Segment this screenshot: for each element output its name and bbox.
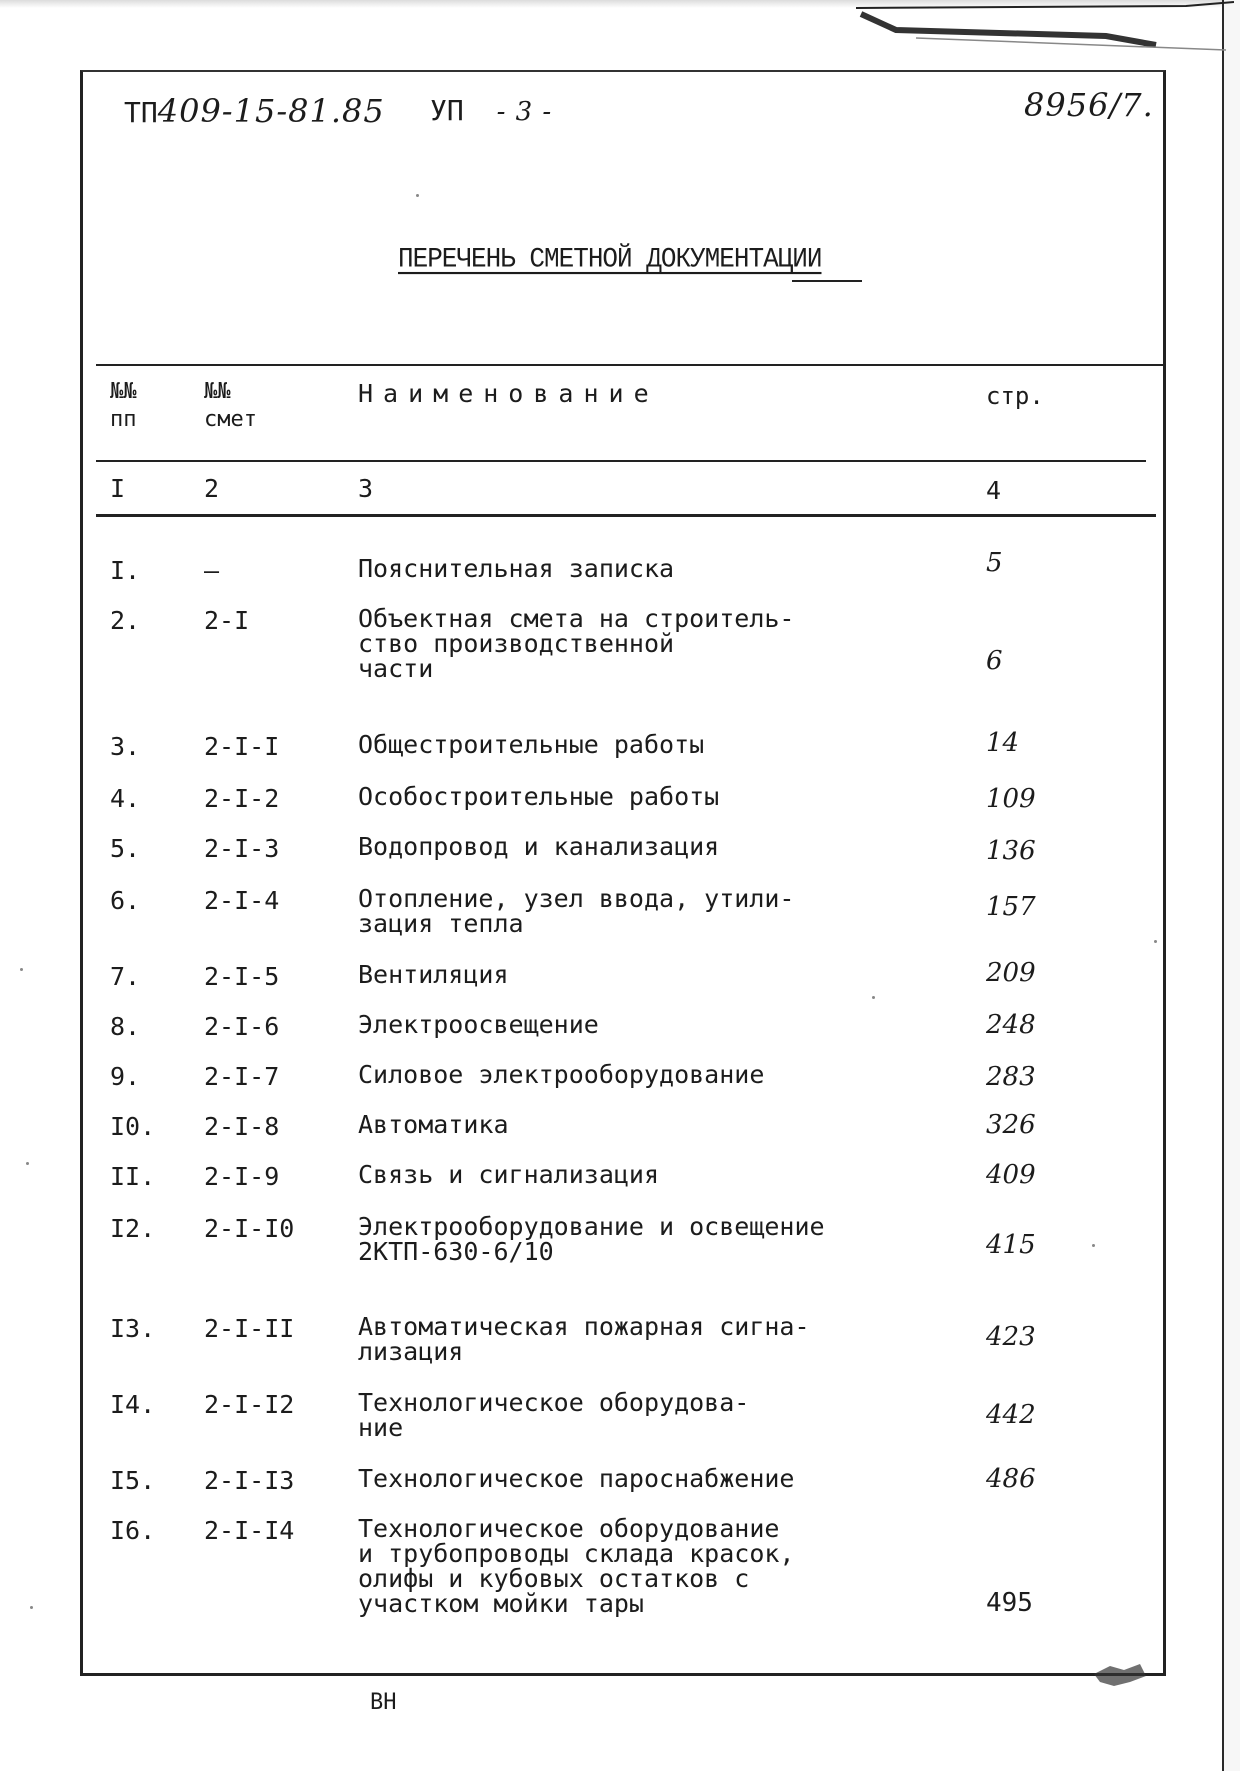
row-item-no: I2. — [110, 1214, 156, 1243]
col-header-name: Наименование — [358, 379, 659, 408]
row-name-line: Вентиляция — [358, 960, 509, 989]
row-name-line: зация тепла — [358, 909, 524, 938]
row-page: 14 — [986, 728, 1020, 758]
row-item-no: 8. — [110, 1012, 141, 1041]
row-page: 109 — [986, 784, 1036, 814]
row-page: 157 — [986, 892, 1036, 922]
col-number-4: 4 — [986, 476, 1002, 505]
scan-speck — [20, 968, 23, 971]
row-name-line: Автоматическая пожарная сигна- — [358, 1312, 810, 1341]
row-name-line: части — [358, 654, 434, 683]
row-name — [358, 962, 509, 987]
row-page: 136 — [986, 836, 1036, 866]
col-header-text: пп — [110, 407, 137, 432]
row-estimate-code: 2-I-3 — [204, 834, 280, 863]
row-estimate-code: 2-I-I3 — [204, 1466, 295, 1495]
row-page: 326 — [986, 1110, 1036, 1140]
row-name — [358, 1112, 509, 1137]
series-prefix: ТП — [124, 96, 158, 129]
row-name-line: Электроосвещение — [358, 1010, 599, 1039]
row-item-no: I3. — [110, 1314, 156, 1343]
scan-speck — [1154, 940, 1157, 943]
col-number-2: 2 — [204, 474, 220, 503]
scan-speck — [872, 996, 875, 999]
row-page: 283 — [986, 1062, 1036, 1092]
row-estimate-code: 2-I-2 — [204, 784, 280, 813]
row-name — [358, 1214, 825, 1264]
row-page: 209 — [986, 958, 1036, 988]
row-name-line: Объектная смета на строитель- — [358, 604, 795, 633]
sheet-label — [430, 94, 552, 127]
row-estimate-code: 2-I-5 — [204, 962, 280, 991]
row-name-line: Технологическое пароснабжение — [358, 1464, 795, 1493]
row-item-no: 7. — [110, 962, 141, 991]
title-underline-tail — [792, 280, 862, 282]
document-header — [124, 92, 385, 130]
ink-blot — [1090, 1660, 1150, 1690]
scan-speck — [30, 1606, 33, 1609]
row-page: 442 — [986, 1400, 1036, 1430]
col-header-text: №№ — [110, 379, 137, 404]
row-name — [358, 1012, 599, 1037]
table-numbers-rule — [96, 514, 1156, 517]
scan-speck — [416, 194, 419, 197]
row-name — [358, 606, 795, 681]
scan-speck — [1092, 1244, 1095, 1247]
sheet-prefix: УП — [430, 94, 464, 127]
scan-margin-strip — [1222, 0, 1240, 1771]
row-item-no: 6. — [110, 886, 141, 915]
row-item-no: I0. — [110, 1112, 156, 1141]
row-name-line: Связь и сигнализация — [358, 1160, 660, 1189]
row-page: 423 — [986, 1322, 1036, 1352]
row-name-line: Технологическое оборудова- — [358, 1388, 750, 1417]
row-item-no: 9. — [110, 1062, 141, 1091]
row-name-line: участком мойки тары — [358, 1589, 644, 1618]
row-name — [358, 1162, 659, 1187]
table-top-rule — [96, 364, 1166, 366]
row-item-no: 4. — [110, 784, 141, 813]
row-name — [358, 556, 674, 581]
folded-corner-mark — [856, 0, 1234, 55]
row-name-line: Пояснительная записка — [358, 554, 675, 583]
row-item-no: I6. — [110, 1516, 156, 1545]
row-name — [358, 1314, 810, 1364]
row-name — [358, 1062, 764, 1087]
col-header-text: смет — [204, 407, 257, 432]
row-estimate-code: – — [204, 556, 220, 585]
footer-stamp: ВН — [370, 1690, 397, 1715]
col-number-1: I — [110, 474, 126, 503]
row-estimate-code: 2-I-I2 — [204, 1390, 295, 1419]
row-estimate-code: 2-I-I4 — [204, 1516, 295, 1545]
row-estimate-code: 2-I-I — [204, 732, 280, 761]
row-name-line: Особостроительные работы — [358, 782, 720, 811]
row-estimate-code: 2-I-6 — [204, 1012, 280, 1041]
row-page: 486 — [986, 1464, 1036, 1494]
row-page: 409 — [986, 1160, 1036, 1190]
row-item-no: 2. — [110, 606, 141, 635]
row-item-no: I5. — [110, 1466, 156, 1495]
row-page: 5 — [986, 548, 1003, 578]
row-name-line: Общестроительные работы — [358, 730, 705, 759]
row-name — [358, 784, 719, 809]
row-name-line: ние — [358, 1413, 404, 1442]
row-name-line: ство производственной — [358, 629, 675, 658]
col-header-page: стр. — [986, 382, 1044, 410]
row-name — [358, 1390, 749, 1440]
row-page: 248 — [986, 1010, 1036, 1040]
row-item-no: 5. — [110, 834, 141, 863]
row-name-line: Водопровод и канализация — [358, 832, 720, 861]
sheet-number: - 3 - — [496, 97, 553, 127]
row-name-line: Технологическое оборудование — [358, 1514, 780, 1543]
col-header-item-no — [110, 378, 137, 434]
row-item-no: I4. — [110, 1390, 156, 1419]
row-name-line: Электрооборудование и освещение — [358, 1212, 825, 1241]
row-item-no: I. — [110, 556, 141, 585]
row-estimate-code: 2-I-4 — [204, 886, 280, 915]
row-estimate-code: 2-I-I0 — [204, 1214, 295, 1243]
row-name — [358, 732, 704, 757]
series-code: 409-15-81.85 — [157, 92, 385, 130]
page-title: ПЕРЕЧЕНЬ СМЕТНОЙ ДОКУМЕНТАЦИИ — [398, 242, 822, 276]
col-header-text: №№ — [204, 379, 231, 404]
row-item-no: II. — [110, 1162, 156, 1191]
row-name-line: 2КТП-630-6/10 — [358, 1237, 554, 1266]
col-number-3: 3 — [358, 474, 374, 503]
row-estimate-code: 2-I-8 — [204, 1112, 280, 1141]
row-name-line: Силовое электрооборудование — [358, 1060, 765, 1089]
row-item-no: 3. — [110, 732, 141, 761]
row-name-line: олифы и кубовых остатков с — [358, 1564, 750, 1593]
row-name-line: и трубопроводы склада красок, — [358, 1539, 795, 1568]
table-header-rule — [96, 460, 1146, 462]
row-name — [358, 1516, 795, 1616]
row-name — [358, 834, 719, 859]
col-header-estimate-no — [204, 378, 257, 434]
row-page: 415 — [986, 1230, 1036, 1260]
inventory-number: 8956/7. — [1024, 86, 1154, 124]
scan-speck — [26, 1162, 29, 1165]
row-page: 495 — [986, 1588, 1033, 1618]
row-name-line: Отопление, узел ввода, утили- — [358, 884, 795, 913]
row-name-line: Автоматика — [358, 1110, 509, 1139]
row-estimate-code: 2-I — [204, 606, 250, 635]
row-estimate-code: 2-I-9 — [204, 1162, 280, 1191]
row-estimate-code: 2-I-7 — [204, 1062, 280, 1091]
row-name — [358, 886, 795, 936]
row-name — [358, 1466, 795, 1491]
row-name-line: лизация — [358, 1337, 464, 1366]
row-page: 6 — [986, 646, 1003, 676]
row-estimate-code: 2-I-II — [204, 1314, 295, 1343]
